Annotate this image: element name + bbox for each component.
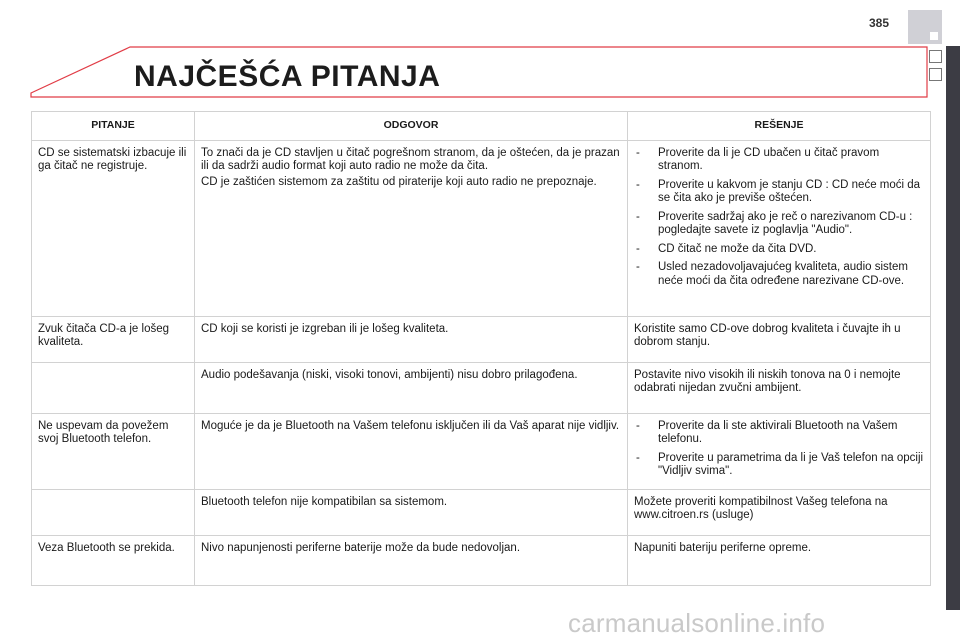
answer-cell: Bluetooth telefon nije kompatibilan sa sistemom. <box>195 489 628 535</box>
question-cell: CD se sistematski izbacuje ili ga čitač ne registruje. <box>32 140 195 316</box>
side-marker-box <box>929 50 942 63</box>
answer-cell <box>195 140 628 316</box>
solution-cell: Koristite samo CD-ove dobrog kvaliteta i čuvajte ih u dobrom stanju. <box>628 316 931 362</box>
solution-item: - Usled nezadovoljavajućeg kvaliteta, audio sistem neće moći da čita određene narezivane CD-ove. <box>636 261 908 287</box>
solution-item: - Proverite da li ste aktivirali Bluetooth na Vašem telefonu. <box>636 419 898 445</box>
answer-cell: Nivo napunjenosti periferne baterije može da bude nedovoljan. <box>195 535 628 585</box>
solution-cell <box>628 140 931 316</box>
table-row <box>32 535 931 585</box>
solution-item: - CD čitač ne može da čita DVD. <box>636 242 817 255</box>
solution-item: - Proverite da li je CD ubačen u čitač pravom stranom. <box>636 146 880 172</box>
answer-cell: Audio podešavanja (niski, visoki tonovi, ambijenti) nisu dobro prilagođena. <box>195 362 628 413</box>
solution-item: - Proverite u kakvom je stanju CD : CD neće moći da se čita ako je previše oštećen. <box>636 178 921 204</box>
solution-item: - Proverite u parametrima da li je Vaš telefon na opciji "Vidljiv svima". <box>636 451 924 477</box>
table-row <box>32 316 931 362</box>
solution-cell: Postavite nivo visokih ili niskih tonova na 0 i nemojte odabrati nijedan zvučni ambijent. <box>628 362 931 413</box>
right-chapter-strip <box>946 46 960 610</box>
answer-cell: Moguće je da je Bluetooth na Vašem telefonu isključen ili da Vaš aparat nije vidljiv. <box>195 413 628 489</box>
watermark: carmanualsonline.info <box>568 608 826 638</box>
answer-paragraph: To znači da je CD stavljen u čitač pogrešnom stranom, da je oštećen, da je prazan ili da sadrži audio format koji auto radio ne može da čita. <box>201 146 620 172</box>
header-question: PITANJE <box>32 112 195 141</box>
title-band <box>30 46 930 106</box>
side-marker-box <box>929 68 942 81</box>
page-title: NAJČEŠĆA PITANJA <box>134 60 441 93</box>
question-cell: Veza Bluetooth se prekida. <box>32 535 195 585</box>
solution-list <box>634 420 924 479</box>
solution-list <box>634 147 924 289</box>
question-cell-empty <box>32 489 195 535</box>
question-cell-empty <box>32 362 195 413</box>
question-cell: Ne uspevam da povežem svoj Bluetooth telefon. <box>32 413 195 489</box>
question-cell: Zvuk čitača CD-a je lošeg kvaliteta. <box>32 316 195 362</box>
table-row <box>32 489 931 535</box>
header-answer: ODGOVOR <box>195 112 628 141</box>
page-number: 385 <box>869 16 890 30</box>
solution-cell: Napuniti bateriju periferne opreme. <box>628 535 931 585</box>
faq-table <box>31 111 931 586</box>
corner-tab <box>908 10 942 44</box>
solution-cell: Možete proveriti kompatibilnost Vašeg telefona na www.citroen.rs (usluge) <box>628 489 931 535</box>
table-row <box>32 140 931 316</box>
table-row <box>32 362 931 413</box>
solution-cell <box>628 413 931 489</box>
header-solution: REŠENJE <box>628 112 931 141</box>
answer-paragraph: CD je zaštićen sistemom za zaštitu od piraterije koji auto radio ne prepoznaje. <box>201 175 597 188</box>
table-row <box>32 413 931 489</box>
table-header-row <box>32 112 931 141</box>
solution-item: - Proverite sadržaj ako je reč o narezivanom CD-u : pogledajte savete iz poglavlja "Audio". <box>636 210 913 236</box>
answer-cell: CD koji se koristi je izgreban ili je lošeg kvaliteta. <box>195 316 628 362</box>
corner-square <box>930 32 938 40</box>
